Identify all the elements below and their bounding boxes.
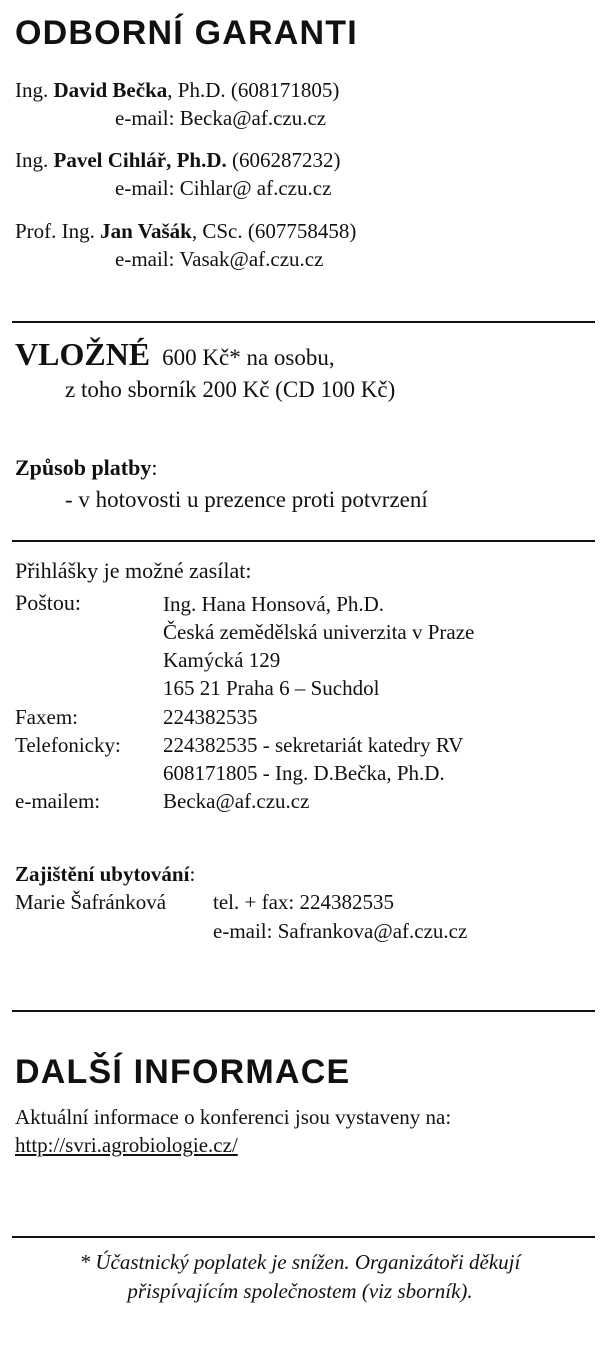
garant-3-prefix: Prof. Ing.	[15, 219, 101, 243]
garant-1-line	[15, 78, 339, 103]
garant-2-suffix: (606287232)	[226, 148, 341, 172]
garant-2-name: Pavel Cihlář, Ph.D.	[53, 148, 227, 172]
accommodation-name: Marie Šafránková	[15, 890, 167, 914]
accommodation-label: Zajištění ubytování	[15, 862, 190, 886]
divider-4	[12, 1236, 595, 1238]
payment-colon: :	[151, 455, 158, 480]
post-line-2: Česká zemědělská univerzita v Praze	[163, 620, 475, 644]
footnote-line-2: přispívajícím společnostem (viz sborník).	[127, 1279, 473, 1303]
application-intro: Přihlášky je možné zasílat:	[15, 558, 252, 583]
fax-value: 224382535	[163, 705, 258, 729]
payment-method	[15, 455, 157, 481]
fee-amount: 600 Kč* na osobu,	[162, 345, 335, 370]
phone-label: Telefonicky:	[15, 733, 121, 757]
divider-3	[12, 1010, 595, 1012]
post-line-3: Kamýcká 129	[163, 648, 281, 672]
phone-line-1: 224382535 - sekretariát katedry RV	[163, 733, 464, 757]
divider-1	[12, 321, 595, 323]
garant-3-suffix: , CSc. (607758458)	[191, 219, 357, 243]
fax-label: Faxem:	[15, 705, 78, 729]
phone-line-2: 608171805 - Ing. D.Bečka, Ph.D.	[163, 761, 445, 785]
payment-item: - v hotovosti u prezence proti potvrzení	[65, 487, 428, 512]
garant-1-email: e-mail: Becka@af.czu.cz	[115, 106, 327, 130]
info-url-link[interactable]: http://svri.agrobiologie.cz/	[15, 1133, 238, 1157]
email-value[interactable]: Becka@af.czu.cz	[163, 789, 310, 813]
post-label: Poštou:	[15, 590, 82, 615]
accommodation-heading	[15, 862, 195, 887]
garant-2-line	[15, 148, 341, 173]
payment-label: Způsob platby	[15, 455, 152, 480]
accommodation-email: e-mail: Safrankova@af.czu.cz	[213, 919, 468, 943]
garant-2-prefix: Ing.	[15, 148, 54, 172]
fee-proceedings: z toho sborník 200 Kč (CD 100 Kč)	[65, 377, 396, 402]
fee-line	[15, 336, 335, 373]
garant-1-prefix: Ing.	[15, 78, 54, 102]
post-line-4: 165 21 Praha 6 – Suchdol	[163, 676, 380, 700]
accommodation-colon: :	[189, 862, 196, 886]
garant-3-name: Jan Vašák	[100, 219, 192, 243]
garanti-heading: ODBORNÍ GARANTI	[15, 14, 358, 52]
divider-2	[12, 540, 595, 542]
info-heading: DALŠÍ INFORMACE	[15, 1053, 351, 1091]
footnote-line-1: * Účastnický poplatek je snížen. Organizátoři děkují	[79, 1250, 521, 1274]
garant-2-email: e-mail: Cihlar@ af.czu.cz	[115, 176, 332, 200]
accommodation-tel: tel. + fax: 224382535	[213, 890, 394, 914]
fee-heading: VLOŽNÉ	[15, 336, 151, 372]
garant-1-name: David Bečka	[53, 78, 168, 102]
post-line-1: Ing. Hana Honsová, Ph.D.	[163, 592, 385, 616]
info-text: Aktuální informace o konferenci jsou vystaveny na:	[15, 1105, 452, 1129]
email-label: e-mailem:	[15, 789, 101, 813]
garant-3-email: e-mail: Vasak@af.czu.cz	[115, 247, 324, 271]
garant-1-suffix: , Ph.D. (608171805)	[167, 78, 340, 102]
garant-3-line	[15, 219, 356, 244]
